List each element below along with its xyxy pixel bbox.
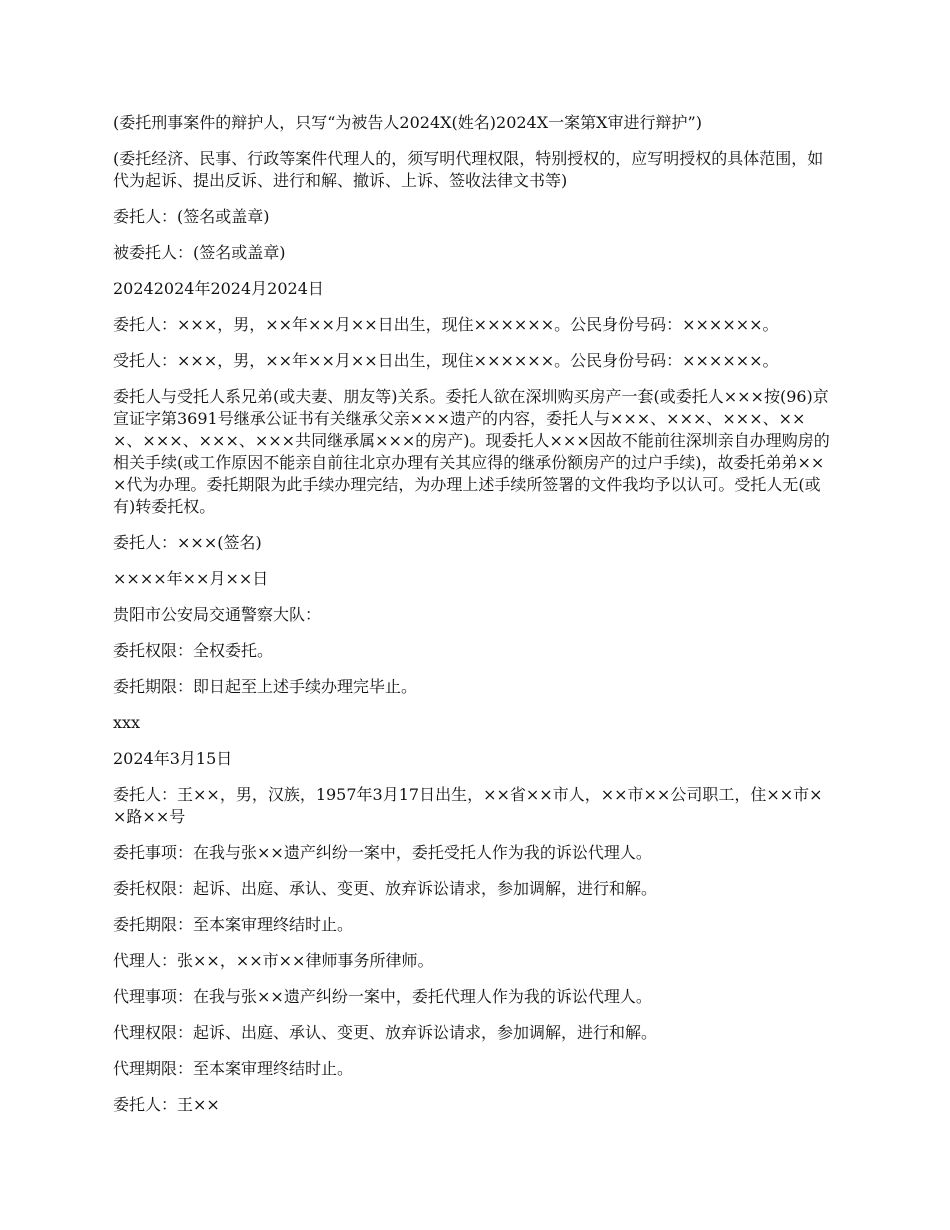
paragraph-principal-wang-final: 委托人：王×× — [113, 1095, 220, 1114]
paragraph-entrusted-matter: 委托事项：在我与张××遗产纠纷一案中，委托受托人作为我的诉讼代理人。 — [113, 843, 652, 862]
paragraph-attorney-info: 代理人：张××，××市××律师事务所律师。 — [113, 951, 434, 970]
paragraph-criminal-defense-note: (委托刑事案件的辩护人，只写“为被告人2024X(姓名)2024X一案第X审进行辩护”) — [113, 113, 702, 132]
paragraph-date-2024-03-15: 2024年3月15日 — [113, 749, 233, 768]
paragraph-recipient: 贵阳市公安局交通警察大队： — [113, 605, 322, 624]
paragraph-relationship-body: 委托人与受托人系兄弟(或夫妻、朋友等)关系。委托人欲在深圳购买房产一套(或委托人×××按(96)京宣证字第3691号继承公证书有关继承父亲×××遗产的内容，委托人与×××、×××、×××、×××、×××、×××、×××共同继承属×××的房产)。现委托人×××因故不能前往深圳亲自办理购房的相关手续(或工作原因不能亲自前往北京办理有关其应得的继承份额房产的过户手续)，故委托弟弟×××代为办理。委托期限为此手续办理完结，为办理上述手续所签署的文件我均予以认可。受托人无(或有)转委托权。 — [113, 387, 830, 516]
paragraph-agent-signature: 被委托人：(签名或盖章) — [113, 243, 286, 262]
paragraph-date-placeholder: 20242024年2024月2024日 — [113, 279, 324, 298]
paragraph-trustee-info: 受托人：×××，男，××年××月××日出生，现住××××××。公民身份号码：××××××。 — [113, 351, 779, 370]
paragraph-authority-full: 委托权限：全权委托。 — [113, 641, 274, 660]
paragraph-attorney-period: 代理期限：至本案审理终结时止。 — [113, 1059, 354, 1078]
paragraph-agent-authority-note: (委托经济、民事、行政等案件代理人的，须写明代理权限，特别授权的，应写明授权的具体范围，如代为起诉、提出反诉、进行和解、撤诉、上诉、签收法律文书等) — [113, 149, 824, 190]
paragraph-principal-signed: 委托人：×××(签名) — [113, 533, 262, 552]
paragraph-principal-signature: 委托人：(签名或盖章) — [113, 207, 270, 226]
paragraph-attorney-matter: 代理事项：在我与张××遗产纠纷一案中，委托代理人作为我的诉讼代理人。 — [113, 987, 652, 1006]
paragraph-period-until-done: 委托期限：即日起至上述手续办理完毕止。 — [113, 677, 418, 696]
document-body — [113, 112, 831, 1130]
paragraph-entrusted-authority: 委托权限：起诉、出庭、承认、变更、放弃诉讼请求，参加调解，进行和解。 — [113, 879, 658, 898]
paragraph-signer-xxx: xxx — [113, 713, 141, 732]
paragraph-entrusted-period: 委托期限：至本案审理终结时止。 — [113, 915, 354, 934]
paragraph-principal-info: 委托人：×××，男，××年××月××日出生，现住××××××。公民身份号码：××××××。 — [113, 315, 779, 334]
paragraph-attorney-authority: 代理权限：起诉、出庭、承认、变更、放弃诉讼请求，参加调解，进行和解。 — [113, 1023, 658, 1042]
paragraph-date-masked: ××××年××月××日 — [113, 569, 269, 588]
paragraph-principal-wang: 委托人：王××，男，汉族，1957年3月17日出生，××省××市人，××市××公司职工，住××市××路××号 — [113, 785, 823, 826]
